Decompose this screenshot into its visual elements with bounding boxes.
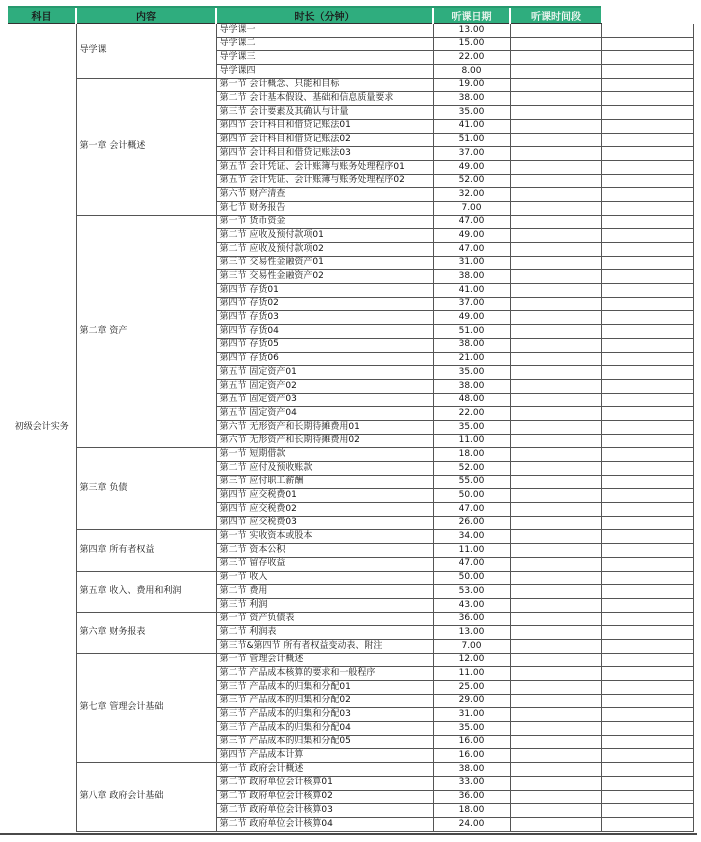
duration-cell: 36.00: [433, 612, 510, 626]
listen-date-cell: [510, 420, 601, 434]
listen-timeslot-cell: [601, 119, 693, 133]
listen-date-cell: [510, 393, 601, 407]
section-cell: 第三节&第四节 所有者权益变动表、附注: [216, 639, 433, 653]
section-cell: 第六节 无形资产和长期待摊费用02: [216, 434, 433, 448]
listen-timeslot-cell: [601, 639, 693, 653]
section-cell: 第一节 会计概念、只能和目标: [216, 78, 433, 92]
listen-timeslot-cell: [601, 160, 693, 174]
section-cell: 第二节 应付及预收账款: [216, 462, 433, 476]
listen-timeslot-cell: [601, 694, 693, 708]
duration-cell: 47.00: [433, 243, 510, 257]
table-row: [8, 763, 693, 777]
chapter-cell: 第五章 收入、费用和利润: [76, 571, 216, 612]
listen-date-cell: [510, 311, 601, 325]
listen-date-cell: [510, 722, 601, 736]
duration-cell: 53.00: [433, 585, 510, 599]
duration-cell: 22.00: [433, 407, 510, 421]
duration-cell: 7.00: [433, 201, 510, 215]
section-cell: 第一节 收入: [216, 571, 433, 585]
listen-timeslot-cell: [601, 708, 693, 722]
listen-timeslot-cell: [601, 147, 693, 161]
duration-cell: 18.00: [433, 448, 510, 462]
listen-date-cell: [510, 681, 601, 695]
listen-timeslot-cell: [601, 188, 693, 202]
section-cell: 第三节 会计要素及其确认与计量: [216, 106, 433, 120]
listen-timeslot-cell: [601, 804, 693, 818]
section-cell: 第四节 会计科目和借贷记账法03: [216, 147, 433, 161]
listen-date-cell: [510, 201, 601, 215]
listen-date-cell: [510, 708, 601, 722]
duration-cell: 38.00: [433, 338, 510, 352]
section-cell: 第四节 应交税费01: [216, 489, 433, 503]
listen-date-cell: [510, 503, 601, 517]
listen-timeslot-cell: [601, 24, 693, 38]
listen-date-cell: [510, 366, 601, 380]
chapter-cell: 第一章 会计概述: [76, 78, 216, 215]
listen-timeslot-cell: [601, 393, 693, 407]
section-cell: 导学课二: [216, 37, 433, 51]
listen-date-cell: [510, 448, 601, 462]
section-cell: 导学课一: [216, 24, 433, 38]
listen-timeslot-cell: [601, 763, 693, 777]
section-cell: 第二节 会计基本假设、基础和信息质量要求: [216, 92, 433, 106]
listen-timeslot-cell: [601, 270, 693, 284]
section-cell: 导学课三: [216, 51, 433, 65]
section-cell: 第四节 应交税费02: [216, 503, 433, 517]
duration-cell: 49.00: [433, 229, 510, 243]
listen-date-cell: [510, 133, 601, 147]
listen-date-cell: [510, 817, 601, 831]
section-cell: 第一节 管理会计概述: [216, 653, 433, 667]
section-cell: 第三节 交易性金融资产02: [216, 270, 433, 284]
listen-date-cell: [510, 475, 601, 489]
listen-date-cell: [510, 270, 601, 284]
listen-timeslot-cell: [601, 106, 693, 120]
section-cell: 第四节 存货03: [216, 311, 433, 325]
listen-timeslot-cell: [601, 420, 693, 434]
chapter-cell: 导学课: [76, 24, 216, 79]
duration-cell: 47.00: [433, 557, 510, 571]
course-table: [8, 6, 694, 832]
duration-cell: 31.00: [433, 256, 510, 270]
table-row: [8, 653, 693, 667]
duration-cell: 35.00: [433, 366, 510, 380]
section-cell: 第二节 资本公积: [216, 544, 433, 558]
section-cell: 第三节 利润: [216, 598, 433, 612]
section-cell: 第二节 政府单位会计核算03: [216, 804, 433, 818]
listen-date-cell: [510, 65, 601, 79]
duration-cell: 50.00: [433, 489, 510, 503]
listen-timeslot-cell: [601, 133, 693, 147]
section-cell: 第二节 应收及预付款项02: [216, 243, 433, 257]
table-row: [8, 78, 693, 92]
section-cell: 第五节 固定资产01: [216, 366, 433, 380]
listen-date-cell: [510, 215, 601, 229]
listen-date-cell: [510, 639, 601, 653]
listen-date-cell: [510, 763, 601, 777]
listen-date-cell: [510, 407, 601, 421]
listen-timeslot-cell: [601, 434, 693, 448]
chapter-cell: 第二章 资产: [76, 215, 216, 448]
duration-cell: 36.00: [433, 790, 510, 804]
listen-date-cell: [510, 667, 601, 681]
listen-date-cell: [510, 106, 601, 120]
section-cell: 第三节 应付职工薪酬: [216, 475, 433, 489]
listen-timeslot-cell: [601, 201, 693, 215]
listen-date-cell: [510, 243, 601, 257]
section-cell: 第四节 会计科目和借贷记账法01: [216, 119, 433, 133]
duration-cell: 33.00: [433, 776, 510, 790]
listen-date-cell: [510, 325, 601, 339]
listen-date-cell: [510, 571, 601, 585]
header-duration: 时长（分钟）: [216, 7, 433, 24]
chapter-cell: 第六章 财务报表: [76, 612, 216, 653]
section-cell: 第二节 政府单位会计核算01: [216, 776, 433, 790]
listen-date-cell: [510, 735, 601, 749]
listen-date-cell: [510, 119, 601, 133]
listen-timeslot-cell: [601, 598, 693, 612]
table-row: [8, 24, 693, 38]
duration-cell: 16.00: [433, 749, 510, 763]
listen-timeslot-cell: [601, 817, 693, 831]
section-cell: 第四节 存货05: [216, 338, 433, 352]
section-cell: 第五节 固定资产02: [216, 379, 433, 393]
section-cell: 第三节 产品成本的归集和分配02: [216, 694, 433, 708]
listen-date-cell: [510, 92, 601, 106]
listen-timeslot-cell: [601, 653, 693, 667]
listen-date-cell: [510, 598, 601, 612]
listen-date-cell: [510, 544, 601, 558]
listen-timeslot-cell: [601, 229, 693, 243]
section-cell: 导学课四: [216, 65, 433, 79]
listen-timeslot-cell: [601, 462, 693, 476]
duration-cell: 24.00: [433, 817, 510, 831]
header-listen-date: 听课日期: [433, 7, 510, 24]
duration-cell: 13.00: [433, 24, 510, 38]
table-row: [8, 448, 693, 462]
listen-timeslot-cell: [601, 475, 693, 489]
section-cell: 第二节 政府单位会计核算02: [216, 790, 433, 804]
chapter-cell: 第七章 管理会计基础: [76, 653, 216, 763]
listen-timeslot-cell: [601, 557, 693, 571]
duration-cell: 35.00: [433, 420, 510, 434]
section-cell: 第二节 费用: [216, 585, 433, 599]
subject-cell: 初级会计实务: [8, 24, 76, 832]
section-cell: 第四节 存货01: [216, 284, 433, 298]
section-cell: 第三节 产品成本的归集和分配01: [216, 681, 433, 695]
header-row: [8, 7, 693, 24]
listen-date-cell: [510, 626, 601, 640]
listen-date-cell: [510, 790, 601, 804]
duration-cell: 37.00: [433, 297, 510, 311]
listen-timeslot-cell: [601, 352, 693, 366]
listen-timeslot-cell: [601, 667, 693, 681]
duration-cell: 47.00: [433, 503, 510, 517]
listen-timeslot-cell: [601, 722, 693, 736]
section-cell: 第一节 实收资本或股本: [216, 530, 433, 544]
listen-timeslot-cell: [601, 612, 693, 626]
listen-timeslot-cell: [601, 571, 693, 585]
listen-timeslot-cell: [601, 544, 693, 558]
listen-date-cell: [510, 557, 601, 571]
listen-timeslot-cell: [601, 530, 693, 544]
duration-cell: 43.00: [433, 598, 510, 612]
duration-cell: 25.00: [433, 681, 510, 695]
listen-timeslot-cell: [601, 366, 693, 380]
listen-timeslot-cell: [601, 243, 693, 257]
chapter-cell: 第八章 政府会计基础: [76, 763, 216, 831]
table-row: [8, 612, 693, 626]
listen-date-cell: [510, 352, 601, 366]
section-cell: 第四节 存货04: [216, 325, 433, 339]
listen-timeslot-cell: [601, 503, 693, 517]
listen-timeslot-cell: [601, 92, 693, 106]
table-row: [8, 530, 693, 544]
listen-timeslot-cell: [601, 78, 693, 92]
listen-date-cell: [510, 694, 601, 708]
listen-date-cell: [510, 379, 601, 393]
duration-cell: 16.00: [433, 735, 510, 749]
duration-cell: 51.00: [433, 133, 510, 147]
chapter-cell: 第三章 负债: [76, 448, 216, 530]
listen-date-cell: [510, 776, 601, 790]
listen-date-cell: [510, 338, 601, 352]
listen-timeslot-cell: [601, 215, 693, 229]
duration-cell: 7.00: [433, 639, 510, 653]
listen-date-cell: [510, 653, 601, 667]
listen-timeslot-cell: [601, 516, 693, 530]
duration-cell: 38.00: [433, 270, 510, 284]
duration-cell: 11.00: [433, 544, 510, 558]
listen-timeslot-cell: [601, 626, 693, 640]
duration-cell: 34.00: [433, 530, 510, 544]
section-cell: 第三节 产品成本的归集和分配05: [216, 735, 433, 749]
listen-timeslot-cell: [601, 407, 693, 421]
duration-cell: 49.00: [433, 311, 510, 325]
duration-cell: 50.00: [433, 571, 510, 585]
listen-timeslot-cell: [601, 256, 693, 270]
section-cell: 第一节 短期借款: [216, 448, 433, 462]
duration-cell: 11.00: [433, 434, 510, 448]
listen-date-cell: [510, 229, 601, 243]
duration-cell: 8.00: [433, 65, 510, 79]
listen-date-cell: [510, 78, 601, 92]
listen-timeslot-cell: [601, 776, 693, 790]
duration-cell: 35.00: [433, 106, 510, 120]
listen-date-cell: [510, 462, 601, 476]
listen-date-cell: [510, 174, 601, 188]
table-header: [8, 7, 693, 24]
listen-timeslot-cell: [601, 681, 693, 695]
listen-date-cell: [510, 585, 601, 599]
duration-cell: 55.00: [433, 475, 510, 489]
listen-timeslot-cell: [601, 379, 693, 393]
duration-cell: 32.00: [433, 188, 510, 202]
section-cell: 第四节 会计科目和借贷记账法02: [216, 133, 433, 147]
listen-timeslot-cell: [601, 65, 693, 79]
listen-timeslot-cell: [601, 790, 693, 804]
listen-date-cell: [510, 749, 601, 763]
duration-cell: 38.00: [433, 379, 510, 393]
listen-timeslot-cell: [601, 284, 693, 298]
listen-date-cell: [510, 516, 601, 530]
listen-timeslot-cell: [601, 338, 693, 352]
listen-date-cell: [510, 530, 601, 544]
section-cell: 第一节 政府会计概述: [216, 763, 433, 777]
course-table-body: [8, 24, 693, 832]
section-cell: 第五节 固定资产03: [216, 393, 433, 407]
listen-date-cell: [510, 147, 601, 161]
duration-cell: 38.00: [433, 763, 510, 777]
section-cell: 第七节 财务报告: [216, 201, 433, 215]
section-cell: 第六节 财产清查: [216, 188, 433, 202]
duration-cell: 29.00: [433, 694, 510, 708]
section-cell: 第二节 政府单位会计核算04: [216, 817, 433, 831]
listen-date-cell: [510, 160, 601, 174]
section-cell: 第三节 产品成本的归集和分配03: [216, 708, 433, 722]
listen-date-cell: [510, 37, 601, 51]
listen-timeslot-cell: [601, 37, 693, 51]
section-cell: 第四节 存货06: [216, 352, 433, 366]
section-cell: 第四节 存货02: [216, 297, 433, 311]
duration-cell: 37.00: [433, 147, 510, 161]
duration-cell: 22.00: [433, 51, 510, 65]
duration-cell: 47.00: [433, 215, 510, 229]
duration-cell: 51.00: [433, 325, 510, 339]
table-bottom-rule: [0, 833, 697, 835]
listen-date-cell: [510, 612, 601, 626]
duration-cell: 48.00: [433, 393, 510, 407]
duration-cell: 41.00: [433, 119, 510, 133]
header-listen-timeslot: 听课时间段: [510, 7, 601, 24]
duration-cell: 31.00: [433, 708, 510, 722]
listen-timeslot-cell: [601, 51, 693, 65]
listen-timeslot-cell: [601, 297, 693, 311]
section-cell: 第一节 资产负债表: [216, 612, 433, 626]
duration-cell: 41.00: [433, 284, 510, 298]
listen-date-cell: [510, 804, 601, 818]
section-cell: 第三节 产品成本的归集和分配04: [216, 722, 433, 736]
listen-date-cell: [510, 297, 601, 311]
section-cell: 第二节 利润表: [216, 626, 433, 640]
table-row: [8, 215, 693, 229]
duration-cell: 38.00: [433, 92, 510, 106]
duration-cell: 18.00: [433, 804, 510, 818]
duration-cell: 12.00: [433, 653, 510, 667]
section-cell: 第四节 产品成本计算: [216, 749, 433, 763]
duration-cell: 52.00: [433, 174, 510, 188]
duration-cell: 15.00: [433, 37, 510, 51]
section-cell: 第二节 产品成本核算的要求和一般程序: [216, 667, 433, 681]
duration-cell: 19.00: [433, 78, 510, 92]
section-cell: 第三节 留存收益: [216, 557, 433, 571]
listen-date-cell: [510, 489, 601, 503]
listen-timeslot-cell: [601, 735, 693, 749]
listen-date-cell: [510, 51, 601, 65]
header-subject: 科目: [8, 7, 76, 24]
section-cell: 第三节 交易性金融资产01: [216, 256, 433, 270]
section-cell: 第二节 应收及预付款项01: [216, 229, 433, 243]
section-cell: 第五节 会计凭证、会计账簿与账务处理程序01: [216, 160, 433, 174]
duration-cell: 11.00: [433, 667, 510, 681]
duration-cell: 52.00: [433, 462, 510, 476]
table-row: [8, 571, 693, 585]
header-content: 内容: [76, 7, 216, 24]
listen-date-cell: [510, 24, 601, 38]
listen-date-cell: [510, 284, 601, 298]
listen-date-cell: [510, 434, 601, 448]
listen-timeslot-cell: [601, 749, 693, 763]
duration-cell: 21.00: [433, 352, 510, 366]
listen-timeslot-cell: [601, 448, 693, 462]
listen-date-cell: [510, 188, 601, 202]
listen-timeslot-cell: [601, 585, 693, 599]
listen-timeslot-cell: [601, 489, 693, 503]
chapter-cell: 第四章 所有者权益: [76, 530, 216, 571]
duration-cell: 13.00: [433, 626, 510, 640]
listen-date-cell: [510, 256, 601, 270]
duration-cell: 49.00: [433, 160, 510, 174]
listen-timeslot-cell: [601, 311, 693, 325]
section-cell: 第五节 会计凭证、会计账簿与账务处理程序02: [216, 174, 433, 188]
section-cell: 第六节 无形资产和长期待摊费用01: [216, 420, 433, 434]
listen-timeslot-cell: [601, 325, 693, 339]
duration-cell: 26.00: [433, 516, 510, 530]
listen-timeslot-cell: [601, 174, 693, 188]
section-cell: 第四节 应交税费03: [216, 516, 433, 530]
section-cell: 第一节 货币资金: [216, 215, 433, 229]
duration-cell: 35.00: [433, 722, 510, 736]
section-cell: 第五节 固定资产04: [216, 407, 433, 421]
